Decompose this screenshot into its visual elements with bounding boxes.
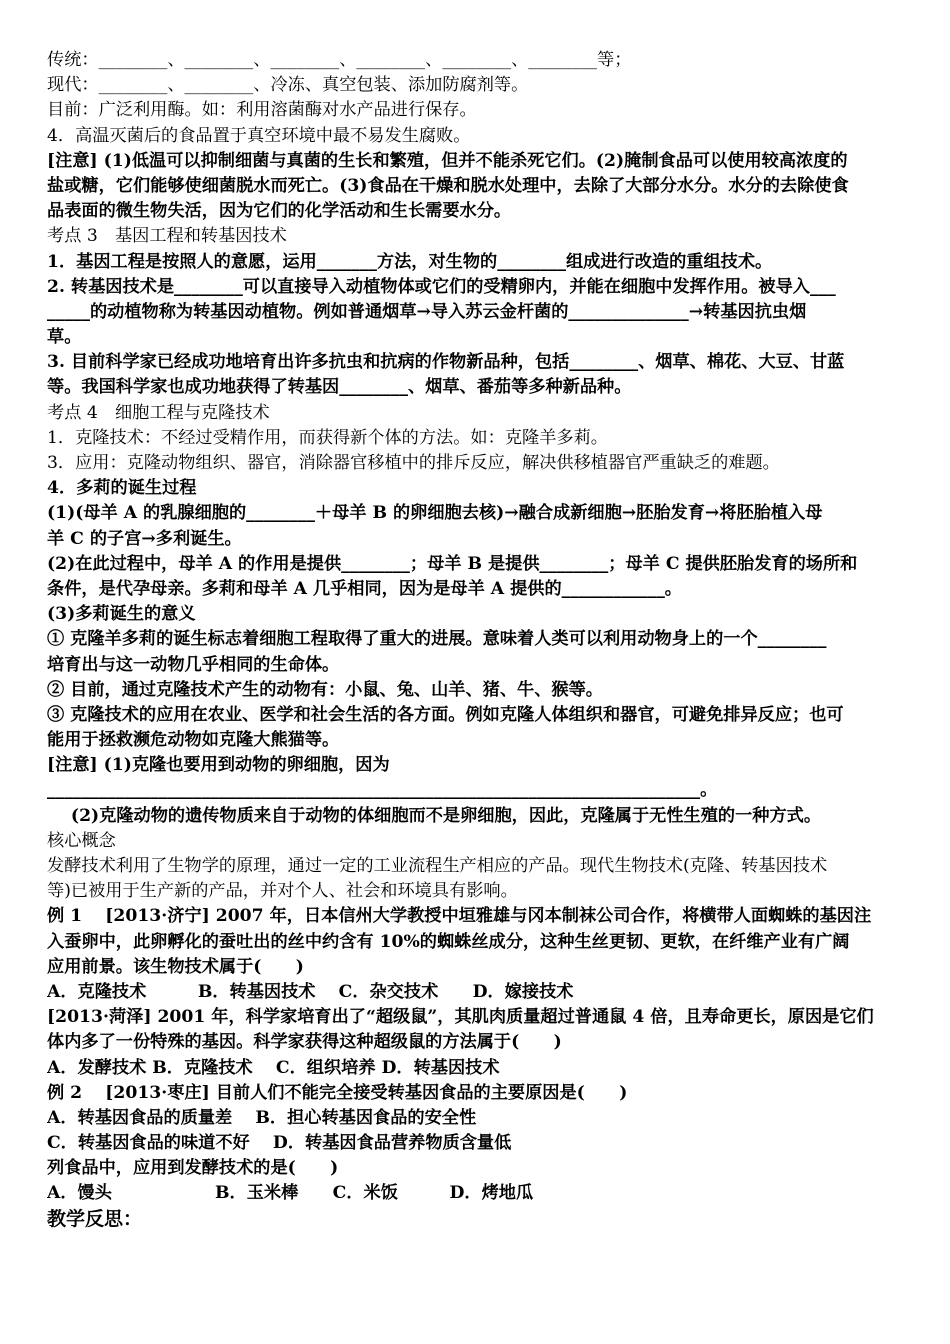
document-body xyxy=(47,48,906,1207)
text-line: 例 2 [2013·枣庄] 目前人们不能完全接受转基因食品的主要原因是( ) xyxy=(47,1082,628,1103)
text-line: 考点 3 基因工程和转基因技术 xyxy=(47,226,287,247)
text-line: 3．应用：克隆动物组织、器官，消除器官移植中的排斥反应，解决供移植器官严重缺乏的难题。 xyxy=(47,453,780,473)
text-line: (1)(母羊 A 的乳腺细胞的________＋母羊 B 的卵细胞去核)→融合成新细胞→胚胎发育→将胚胎植入母 xyxy=(47,503,823,524)
text-line: C．转基因食品的味道不好 D．转基因食品营养物质含量低 xyxy=(47,1133,512,1154)
text-line: 例 1 [2013·济宁] 2007 年，日本信州大学教授中垣雅雄与冈本制袜公司合作，将横带人面蜘蛛的基因注 xyxy=(47,906,872,927)
text-line: 羊 C 的子宫→多利诞生。 xyxy=(47,528,242,549)
text-line: [注意] (1)低温可以抑制细菌与真菌的生长和繁殖，但并不能杀死它们。(2)腌制食品可以使用较高浓度的 xyxy=(47,150,848,171)
text-line: 入蚕卵中，此卵孵化的蚕吐出的丝中约含有 10%的蜘蛛丝成分，这种生丝更韧、更软，在纤维产业有广阔 xyxy=(47,931,850,952)
text-line: 盐或糖，它们能够使细菌脱水而死亡。(3)食品在干燥和脱水处理中，去除了大部分水分。水分的去除使食 xyxy=(47,175,849,196)
text-line: 考点 4 细胞工程与克隆技术 xyxy=(47,402,270,423)
text-line: A．发酵技术 B．克隆技术 C．组织培养 D．转基因技术 xyxy=(47,1057,500,1078)
text-line: [注意] (1)克隆也要用到动物的卵细胞，因为 xyxy=(47,755,390,776)
text-line: 核心概念 xyxy=(47,830,116,851)
text-line: 等。我国科学家也成功地获得了转基因________、烟草、番茄等多种新品种。 xyxy=(47,377,632,398)
text-line: ____________________________________________________________________________。 xyxy=(47,780,718,801)
text-line: 条件，是代孕母亲。多莉和母羊 A 几乎相同，因为是母羊 A 提供的____________。 xyxy=(47,578,682,599)
text-line: 目前：广泛利用酶。如：利用溶菌酶对水产品进行保存。 xyxy=(47,100,477,121)
text-line: 草。 xyxy=(47,327,82,348)
text-line: 应用前景。该生物技术属于( ) xyxy=(47,956,304,977)
text-line: (2)在此过程中，母羊 A 的作用是提供________；母羊 B 是提供________；母羊 C 提供胚胎发育的场所和 xyxy=(47,553,858,574)
text-line: (2)克隆动物的遗传物质来自于动物的体细胞而不是卵细胞，因此，克隆属于无性生殖的一种方式。 xyxy=(47,805,822,826)
text-line: 等)已被用于生产新的产品，并对个人、社会和环境具有影响。 xyxy=(47,881,518,902)
teaching-reflection-heading: 教学反思： xyxy=(47,1207,143,1230)
text-line: ① 克隆羊多莉的诞生标志着细胞工程取得了重大的进展。意味着人类可以利用动物身上的一个________ xyxy=(47,629,827,650)
text-line: 能用于拯救濒危动物如克隆大熊猫等。 xyxy=(47,730,340,751)
text-line: 培育出与这一动物几乎相同的生命体。 xyxy=(47,654,340,675)
text-line: 2. 转基因技术是________可以直接导入动植物体或它们的受精卵内，并能在细胞中发挥作用。被导入___ xyxy=(47,276,836,297)
text-line: 列食品中，应用到发酵技术的是( ) xyxy=(47,1158,339,1179)
text-line: ② 目前，通过克隆技术产生的动物有：小鼠、兔、山羊、猪、牛、猴等。 xyxy=(47,679,603,700)
text-line: 3. 目前科学家已经成功地培育出许多抗虫和抗病的作物新品种，包括________、烟草、棉花、大豆、甘蓝 xyxy=(47,352,845,373)
text-line: 现代：________、________、冷冻、真空包装、添加防腐剂等。 xyxy=(47,75,529,96)
text-line: ③ 克隆技术的应用在农业、医学和社会生活的各方面。例如克隆人体组织和器官，可避免排异反应；也可 xyxy=(47,704,844,725)
text-line: (3)多莉诞生的意义 xyxy=(47,604,196,625)
text-line: [2013·菏泽] 2001 年，科学家培育出了“超级鼠”，其肌肉质量超过普通鼠 4 倍，且寿命更长，原因是它们 xyxy=(47,1007,874,1028)
text-line: A．转基因食品的质量差 B．担心转基因食品的安全性 xyxy=(47,1107,477,1128)
text-line: _____的动植物称为转基因动植物。例如普通烟草→导入苏云金杆菌的______________→转基因抗虫烟 xyxy=(47,301,807,322)
text-line: 发酵技术利用了生物学的原理，通过一定的工业流程生产相应的产品。现代生物技术(克隆、转基因技术 xyxy=(47,856,828,876)
text-line: 4．多莉的诞生过程 xyxy=(47,478,197,499)
text-line: 品表面的微生物失活，因为它们的化学活动和生长需要水分。 xyxy=(47,201,512,222)
text-line: 体内多了一份特殊的基因。科学家获得这种超级鼠的方法属于( ) xyxy=(47,1032,562,1053)
text-line: A．馒头 B．玉米棒 C．米饭 D．烤地瓜 xyxy=(47,1183,534,1204)
text-line: 4．高温灭菌后的食品置于真空环境中最不易发生腐败。 xyxy=(47,125,471,146)
text-line: A．克隆技术 B．转基因技术 C．杂交技术 D．嫁接技术 xyxy=(47,981,574,1002)
text-line: 传统：________、________、________、________、________、________等； xyxy=(47,50,632,70)
text-line: 1．基因工程是按照人的意愿，运用_______方法，对生物的________组成进行改造的重组技术。 xyxy=(47,251,773,272)
text-line: 1．克隆技术：不经过受精作用，而获得新个体的方法。如：克隆羊多莉。 xyxy=(47,427,608,448)
